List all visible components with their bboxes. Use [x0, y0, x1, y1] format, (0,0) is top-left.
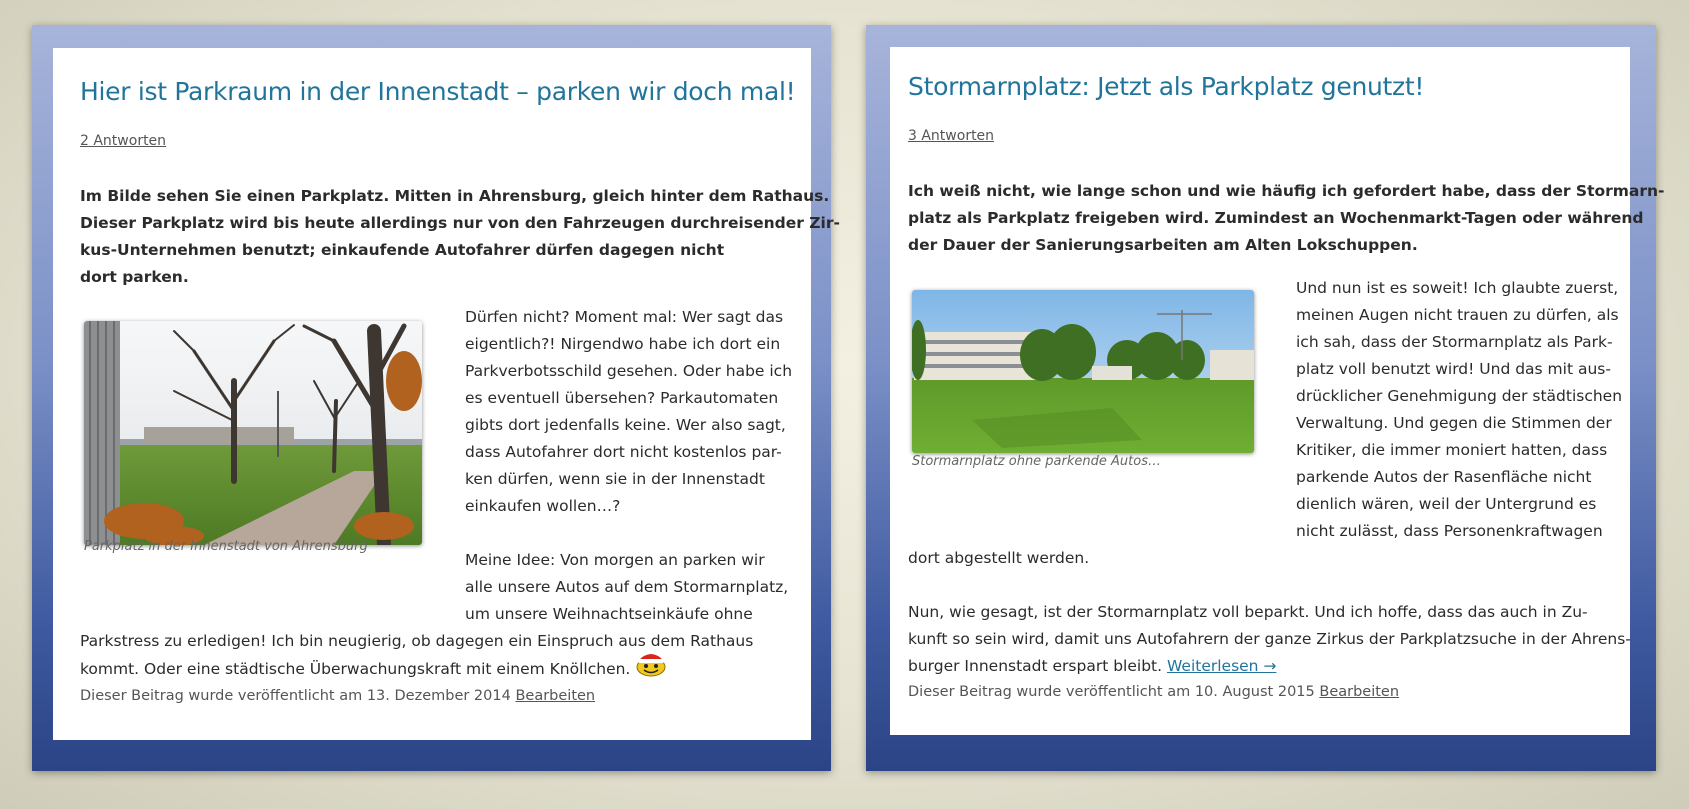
santa-hat-smiley-icon	[634, 649, 668, 677]
post-meta	[80, 686, 595, 706]
read-more-link[interactable]: Weiterlesen →	[1166, 657, 1277, 675]
body-line: eigentlich?! Nirgendwo habe ich dort ein	[465, 335, 781, 353]
park-photo	[84, 321, 422, 545]
post-body-2-full	[908, 599, 1631, 680]
lead-line: platz als Parkplatz freigeben wird. Zumindest an Wochenmarkt-Tagen oder während	[908, 209, 1644, 227]
image-caption: Parkplatz in der Innenstadt von Ahrensburg	[84, 539, 368, 554]
post-lead	[908, 178, 1665, 259]
body-line: einkaufen wollen…?	[465, 497, 621, 515]
post-body-side	[1296, 275, 1622, 545]
post-title[interactable]: Stormarnplatz: Jetzt als Parkplatz genutzt!	[908, 72, 1425, 101]
post-image[interactable]	[912, 290, 1254, 453]
body-line: nicht zulässt, dass Personenkraftwagen	[1296, 522, 1603, 540]
body-line: dienlich wären, weil der Untergrund es	[1296, 495, 1597, 513]
post-frame-right	[866, 25, 1665, 771]
body-line: ich sah, dass der Stormarnplatz als Park-	[1296, 333, 1613, 351]
body-line: Verwaltung. Und gegen die Stimmen der	[1296, 414, 1612, 432]
body-line: um unsere Weihnachtseinkäufe ohne	[465, 605, 753, 623]
body-line: ken dürfen, wenn sie in der Innenstadt	[465, 470, 765, 488]
body-line: Und nun ist es soweit! Ich glaubte zuerst,	[1296, 279, 1619, 297]
post-title[interactable]: Hier ist Parkraum in der Innenstadt – parken wir doch mal!	[80, 77, 796, 106]
edit-link[interactable]: Bearbeiten	[515, 688, 596, 704]
body-text: kommt. Oder eine städtische Überwachungskraft mit einem Knöllchen.	[80, 659, 631, 678]
body-line: parkende Autos der Rasenfläche nicht	[1296, 468, 1592, 486]
replies-link[interactable]: 3 Antworten	[908, 128, 995, 144]
body-line: meinen Augen nicht trauen zu dürfen, als	[1296, 306, 1619, 324]
lead-line: Im Bilde sehen Sie einen Parkplatz. Mitten in Ahrensburg, gleich hinter dem Rathaus.	[80, 187, 830, 205]
body-line: gibts dort jedenfalls keine. Wer also sagt,	[465, 416, 786, 434]
body-line-with-readmore	[908, 653, 1631, 680]
post-body-2-full	[80, 628, 753, 683]
post-lead	[80, 183, 840, 291]
post-image[interactable]	[84, 321, 422, 545]
body-line: drücklicher Genehmigung der städtischen	[1296, 387, 1623, 405]
body-line: Parkverbotsschild gesehen. Oder habe ich	[465, 362, 793, 380]
post-frame-left	[32, 25, 840, 771]
body-line: es eventuell übersehen? Parkautomaten	[465, 389, 779, 407]
lead-line: der Dauer der Sanierungsarbeiten am Alten Lokschuppen.	[908, 236, 1418, 254]
lead-line: dort parken.	[80, 268, 189, 286]
post-card-left	[53, 48, 840, 740]
body-line: dort abgestellt werden.	[908, 549, 1090, 567]
image-caption: Stormarnplatz ohne parkende Autos…	[912, 454, 1161, 469]
body-line: Dürfen nicht? Moment mal: Wer sagt das	[465, 308, 784, 326]
meta-date: Dieser Beitrag wurde veröffentlicht am 13. Dezember 2014	[80, 688, 511, 704]
lawn-photo	[912, 290, 1254, 453]
lead-line: kus-Unternehmen benutzt; einkaufende Autofahrer dürfen dagegen nicht	[80, 241, 725, 259]
meta-date: Dieser Beitrag wurde veröffentlicht am 10. August 2015	[908, 684, 1315, 700]
edit-link[interactable]: Bearbeiten	[1319, 684, 1400, 700]
body-line: Kritiker, die immer moniert hatten, dass	[1296, 441, 1608, 459]
post-body-side	[465, 304, 792, 520]
body-line: alle unsere Autos auf dem Stormarnplatz,	[465, 578, 789, 596]
body-line: dass Autofahrer dort nicht kostenlos par-	[465, 443, 782, 461]
body-line: Nun, wie gesagt, ist der Stormarnplatz voll beparkt. Und ich hoffe, dass das auch in Zu-	[908, 603, 1588, 621]
lead-line: Ich weiß nicht, wie lange schon und wie häufig ich gefordert habe, dass der Stormarn-	[908, 182, 1665, 200]
post-card-right	[890, 47, 1665, 735]
body-line: Meine Idee: Von morgen an parken wir	[465, 551, 765, 569]
body-line: kunft so sein wird, damit uns Autofahrern der ganze Zirkus der Parkplatzsuche in der Ahrens-	[908, 630, 1631, 648]
body-line: Parkstress zu erledigen! Ich bin neugierig, ob dagegen ein Einspruch aus dem Rathaus	[80, 632, 754, 650]
lead-line: Dieser Parkplatz wird bis heute allerdings nur von den Fahrzeugen durchreisender Zir-	[80, 214, 840, 232]
post-meta	[908, 682, 1399, 702]
post-body-2-side	[465, 547, 788, 628]
body-text: burger Innenstadt erspart bleibt.	[908, 657, 1163, 675]
body-line-with-smiley	[80, 655, 753, 683]
replies-link[interactable]: 2 Antworten	[80, 133, 167, 149]
body-line: platz voll benutzt wird! Und das mit aus-	[1296, 360, 1611, 378]
